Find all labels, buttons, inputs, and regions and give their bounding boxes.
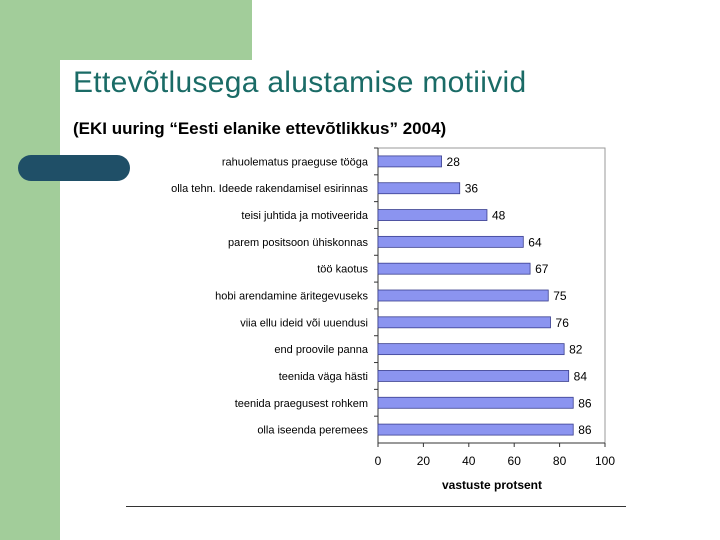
bar-value-label: 48 <box>491 208 506 223</box>
bottom-divider <box>126 506 626 507</box>
category-label: viia ellu ideid või uuendusi <box>240 317 368 330</box>
category-label: rahuolematus praeguse tööga <box>221 156 368 169</box>
bar <box>378 156 442 167</box>
category-label: parem positsoon ühiskonnas <box>227 236 368 249</box>
bar <box>378 370 569 381</box>
slide-subtitle: (EKI uuring “Eesti elanike ettevõtlikkus” 2004) <box>73 119 447 138</box>
bar-value-label: 86 <box>578 396 592 411</box>
bar <box>378 210 487 221</box>
bar-value-label: 84 <box>573 369 588 384</box>
bar-value-label: 76 <box>555 315 569 330</box>
bar-value-label: 82 <box>569 342 583 357</box>
bar-value-label: 28 <box>446 154 460 169</box>
x-tick-label: 40 <box>462 454 476 468</box>
bar <box>378 236 523 247</box>
bar <box>378 397 573 408</box>
x-tick-label: 0 <box>374 454 382 468</box>
category-label: olla iseenda peremees <box>257 424 368 437</box>
category-label: end proovile panna <box>274 344 368 357</box>
category-label: teenida väga hästi <box>278 370 368 383</box>
bar-value-label: 75 <box>553 289 567 303</box>
bar-value-label: 36 <box>464 181 479 196</box>
x-tick-label: 60 <box>507 454 521 468</box>
bar <box>378 424 573 435</box>
category-label: töö kaotus <box>317 263 368 276</box>
x-tick-label: 100 <box>594 454 616 468</box>
x-tick-label: 20 <box>416 454 431 468</box>
bar-value-label: 86 <box>578 423 592 438</box>
x-tick-label: 80 <box>552 454 567 468</box>
x-axis-label: vastuste protsent <box>441 478 543 492</box>
bar <box>378 317 551 328</box>
bar <box>378 183 460 194</box>
bar <box>378 263 530 274</box>
category-label: teisi juhtida ja motiveerida <box>241 210 368 223</box>
bar-value-label: 67 <box>535 262 549 277</box>
category-label: teenida praegusest rohkem <box>234 397 368 410</box>
bar <box>378 344 564 355</box>
bar-value-label: 64 <box>528 235 542 250</box>
category-label: hobi arendamine äritegevuseks <box>215 290 368 303</box>
category-label: olla tehn. Ideede rakendamisel esirinnas <box>171 183 368 196</box>
slide-title: Ettevõtlusega alustamise motiivid <box>73 66 527 99</box>
bar <box>378 290 548 301</box>
